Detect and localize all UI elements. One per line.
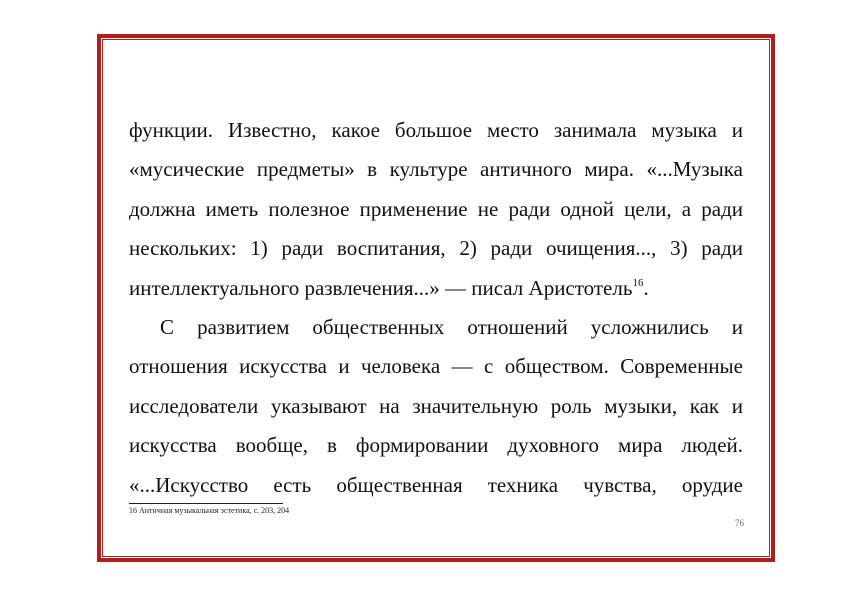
footnote-reference[interactable]: 16: [632, 276, 644, 289]
text-line-content: интеллектуального развлечения...» — писал Аристотель: [129, 275, 633, 300]
text-line: нескольких: 1) ради воспитания, 2) ради очищения..., 3) ради: [129, 236, 743, 261]
text-line: искусства вообще, в формировании духовного мира людей.: [129, 433, 743, 458]
text-line: отношения искусства и человека — с обществом. Современные: [129, 354, 743, 379]
sentence-period: .: [643, 275, 649, 300]
text-line-last: [129, 272, 743, 311]
paragraph-first-line: С развитием общественных отношений усложнились и: [160, 314, 743, 339]
footnote-text: 16 Античная музыкальная эстетика, с. 203, 204: [129, 506, 290, 515]
body-text: [129, 114, 743, 508]
text-line: исследователи указывают на значительную роль музыки, как и: [129, 393, 743, 418]
text-line: функции. Известно, какое большое место занимала музыка и: [129, 118, 743, 142]
footnote-separator: [129, 503, 283, 504]
text-line: «...Искусство есть общественная техника чувства, орудие: [129, 472, 743, 497]
page-number: 76: [735, 518, 744, 528]
text-line: должна иметь полезное применение не ради одной цели, а ради: [129, 196, 743, 221]
text-line: «мусические предметы» в культуре античного мира. «...Музыка: [129, 157, 743, 182]
